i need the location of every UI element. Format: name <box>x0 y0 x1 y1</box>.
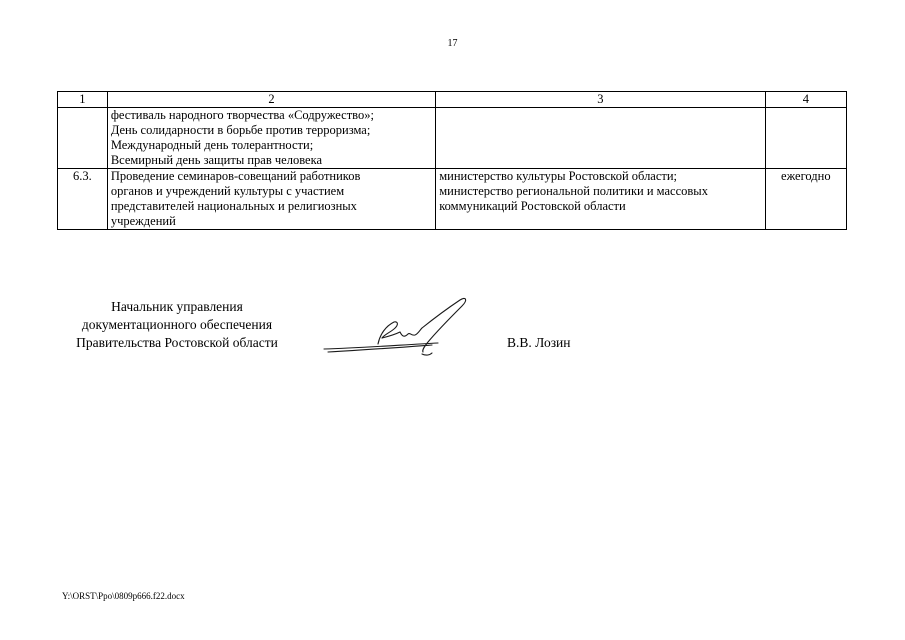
responsible-cell <box>436 169 765 230</box>
responsible-line: коммуникаций Ростовской области <box>439 199 626 213</box>
signer-name: В.В. Лозин <box>507 335 571 350</box>
event-cell <box>107 169 435 230</box>
event-cell <box>107 108 435 169</box>
position-line: Начальник управления <box>111 299 243 314</box>
responsible-line: министерство культуры Ростовской области; <box>439 169 678 183</box>
table-row <box>58 108 847 169</box>
signatory-position <box>57 298 297 352</box>
row-number-cell <box>58 108 108 169</box>
term-cell <box>765 108 846 169</box>
event-line: учреждений <box>110 214 176 228</box>
event-line: представителей национальных и религиозных <box>110 199 357 213</box>
event-line: Всемирный день защиты прав человека <box>110 153 323 167</box>
responsible-cell <box>436 108 765 169</box>
column-header-4: 4 <box>765 92 846 108</box>
event-line: Международный день толерантности; <box>110 138 314 152</box>
events-table <box>57 91 847 230</box>
event-line: День солидарности в борьбе против терроризма; <box>110 123 371 137</box>
column-header-1: 1 <box>58 92 108 108</box>
row-number-cell: 6.3. <box>58 169 108 230</box>
position-line: документационного обеспечения <box>81 317 273 332</box>
document-file-path: Y:\ORST\Ppo\0809p666.f22.docx <box>62 591 185 601</box>
table-header-row <box>58 92 847 108</box>
position-line: Правительства Ростовской области <box>76 335 278 350</box>
term-cell: ежегодно <box>765 169 846 230</box>
event-line: органов и учреждений культуры с участием <box>110 184 345 198</box>
column-header-2: 2 <box>107 92 435 108</box>
handwritten-signature <box>320 292 480 362</box>
table-row <box>58 169 847 230</box>
responsible-line: министерство региональной политики и массовых <box>439 184 708 198</box>
column-header-3: 3 <box>436 92 765 108</box>
page-number: 17 <box>447 38 458 49</box>
event-line: фестиваль народного творчества «Содружество»; <box>110 108 374 122</box>
event-line: Проведение семинаров-совещаний работников <box>110 169 361 183</box>
